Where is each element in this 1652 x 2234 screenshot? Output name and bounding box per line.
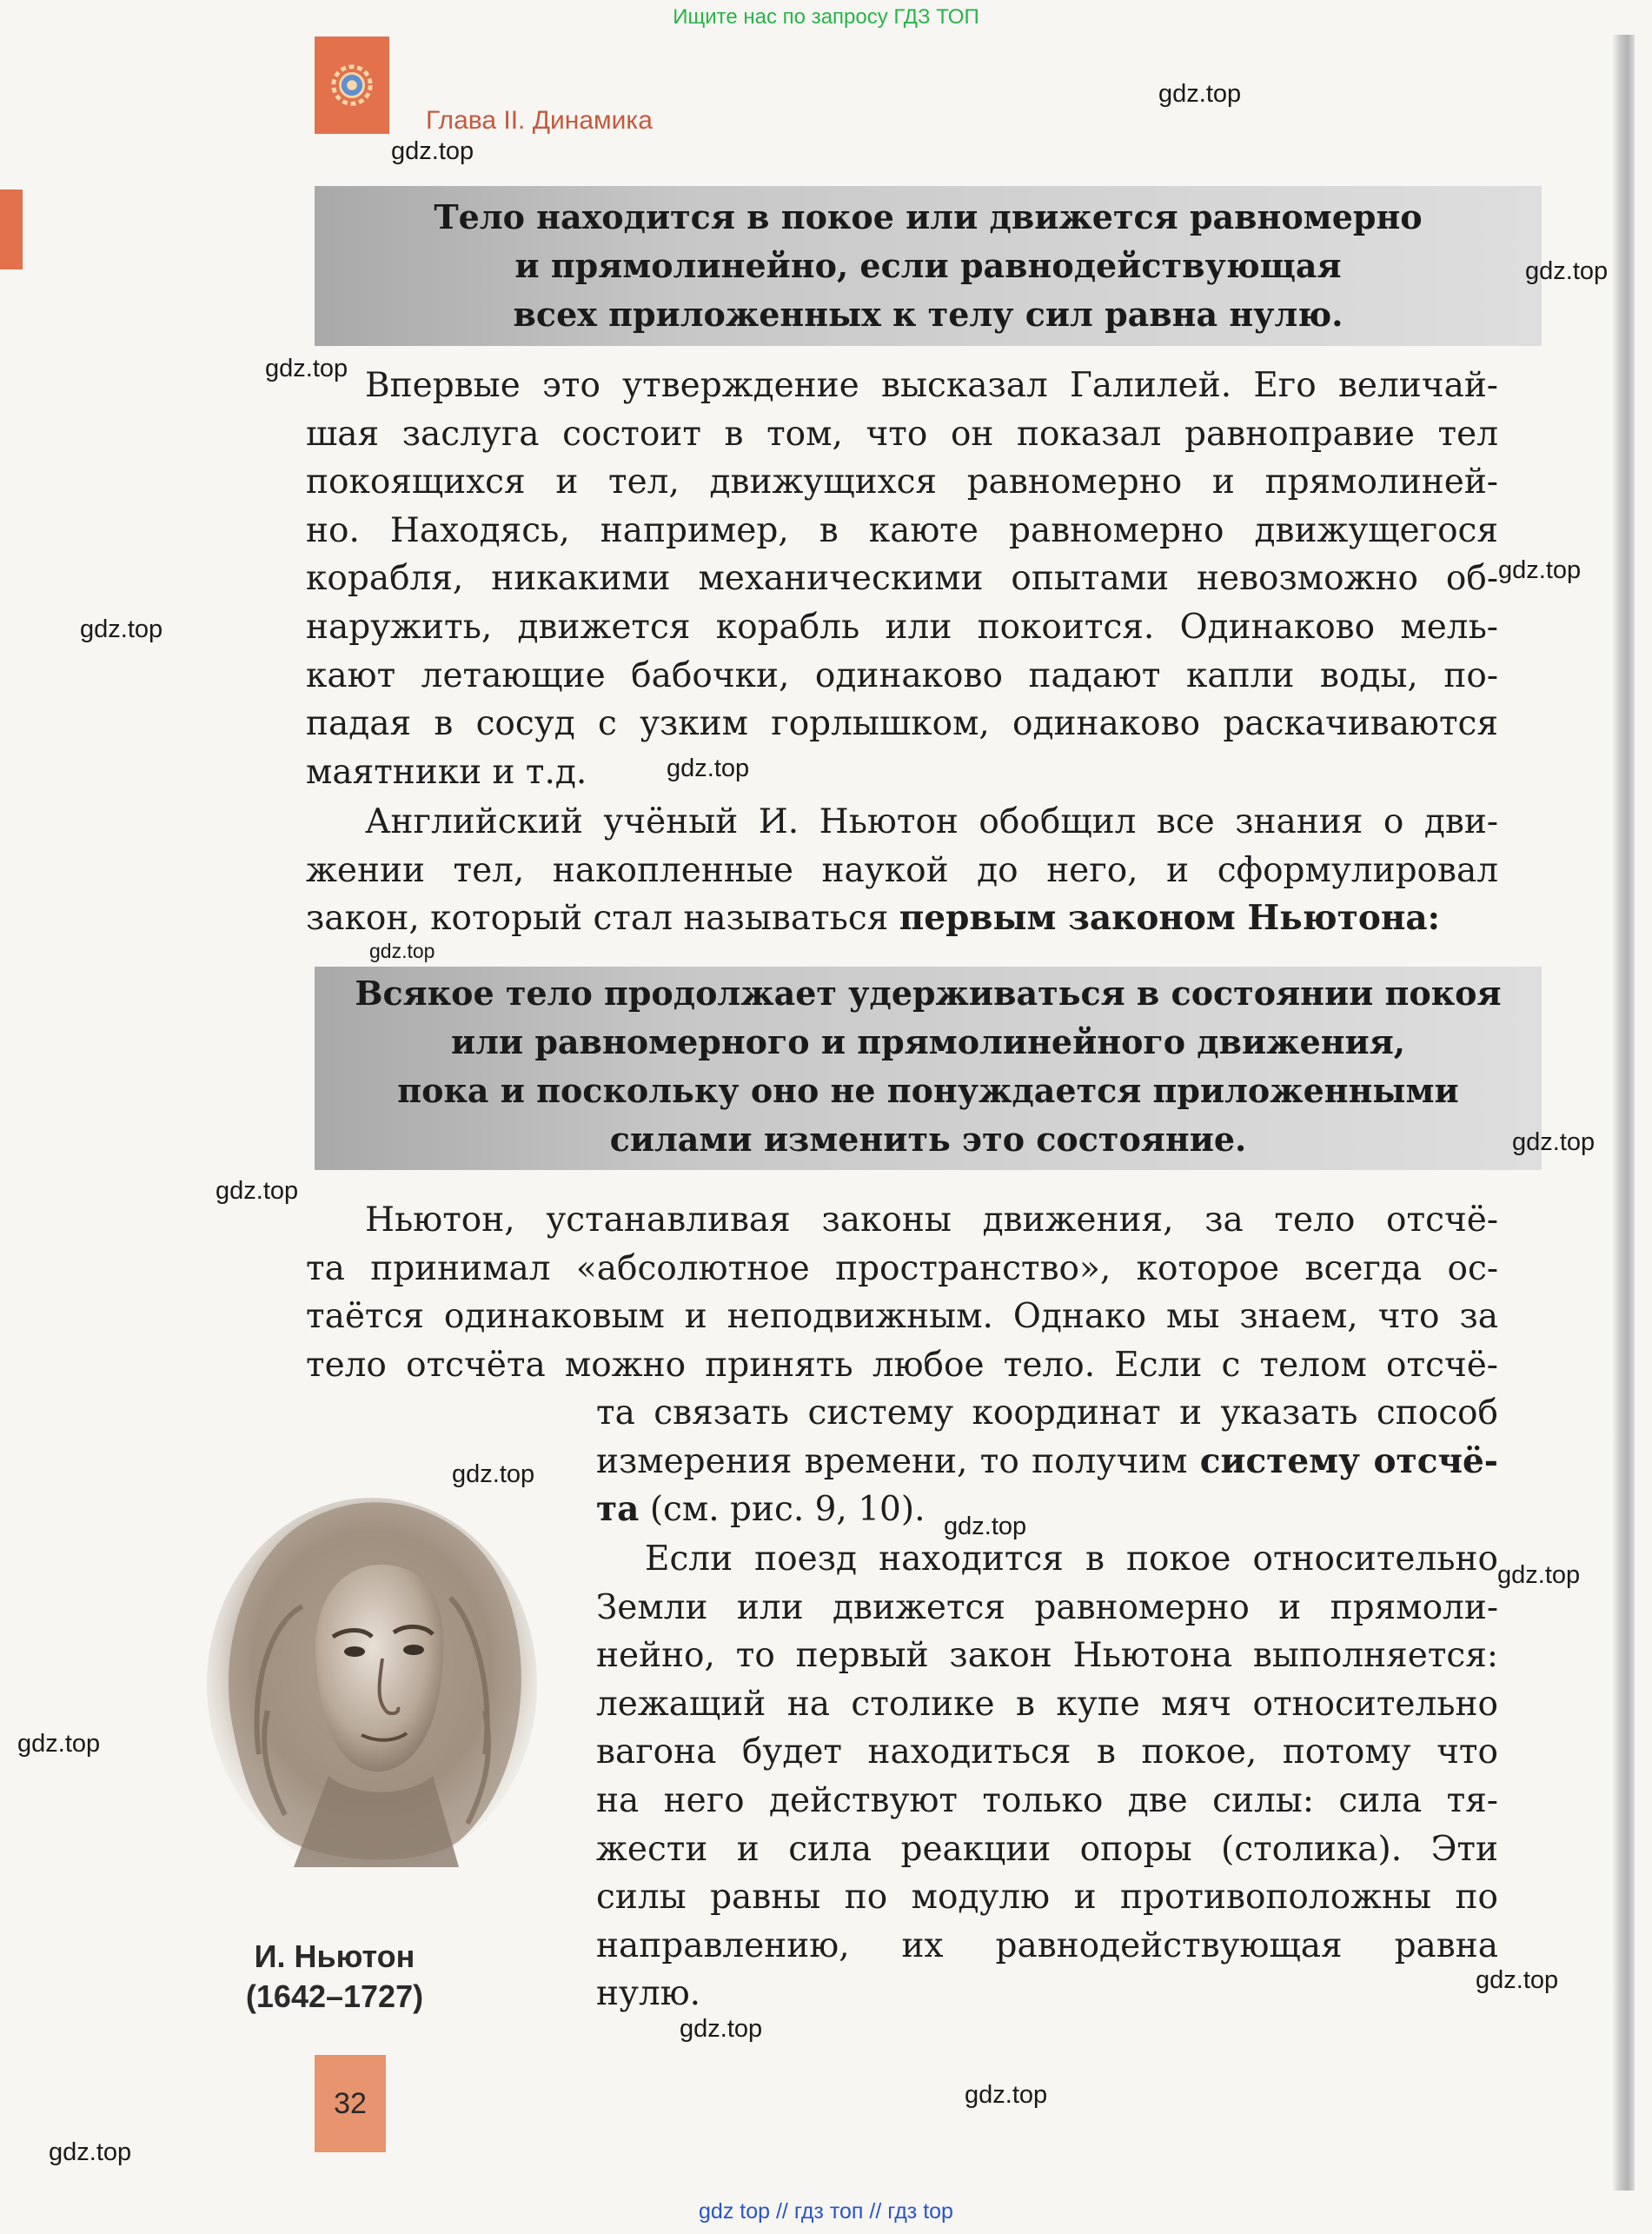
watermark: gdz.top: [391, 137, 474, 165]
watermark: gdz.top: [1498, 556, 1582, 584]
portrait-years: (1642–1727): [245, 1978, 424, 2014]
text-line: покоящихся и тел, движущихся равномерно и прямолиней-: [306, 462, 1498, 502]
portrait-name: И. Ньютон: [254, 1938, 415, 1974]
watermark: gdz.top: [49, 2138, 132, 2166]
watermark: gdz.top: [80, 615, 163, 643]
text-line: наружить, движется корабль или покоится. Одинаково мель-: [306, 607, 1498, 647]
paragraph-train-example: [596, 1535, 1498, 2018]
text-line: Ньютон, устанавливая законы движения, за тело отсчё-: [365, 1200, 1498, 1240]
text-line: нейно, то первый закон Ньютона выполняется:: [596, 1636, 1498, 1676]
promo-banner[interactable]: Ищите нас по запросу ГДЗ ТОП: [673, 5, 979, 29]
watermark: gdz.top: [1525, 257, 1609, 285]
law-line: силами изменить это состояние.: [609, 1120, 1247, 1159]
law-line: пока и поскольку оно не понуждается приложенными: [397, 1071, 1459, 1110]
text-line: [596, 1438, 1498, 1486]
gear-icon: [327, 60, 377, 110]
text-line: но. Находясь, например, в каюте равномерно движущегося: [306, 510, 1498, 550]
text-fragment: (см. рис. 9, 10).: [639, 1490, 926, 1530]
paragraph-newton-intro: [306, 798, 1498, 943]
law-line: Всякое тело продолжает удерживаться в состоянии покоя: [355, 974, 1502, 1013]
watermark: gdz.top: [216, 1177, 299, 1205]
definition-box: [315, 186, 1542, 346]
text-fragment: измерения времени, то получим: [596, 1441, 1200, 1481]
text-line: та принимал «абсолютное пространство», которое всегда ос-: [306, 1248, 1498, 1288]
text-line: направлению, их равнодействующая равна: [596, 1925, 1498, 1965]
chapter-title: Глава II. Динамика: [426, 106, 653, 135]
text-line: падая в сосуд с узким горлышком, одинаково раскачиваются: [306, 704, 1498, 744]
text-line: таётся одинаковым и неподвижным. Однако мы знаем, что за: [306, 1297, 1498, 1337]
page-number-tab: [315, 2055, 386, 2152]
watermark: gdz.top: [944, 1513, 1027, 1540]
watermark: gdz.top: [965, 2081, 1048, 2109]
text-line: [306, 894, 1498, 943]
text-line: тело отсчёта можно принять любое тело. Если с телом отсчё-: [306, 1345, 1498, 1385]
watermark: gdz.top: [452, 1460, 535, 1488]
portrait-caption: [130, 1937, 539, 2017]
watermark: gdz.top: [667, 755, 750, 782]
newton-portrait: [198, 1467, 546, 1867]
text-line: шая заслуга состоит в том, что он показал равноправие тел: [306, 414, 1498, 454]
text-line: та связать систему координат и указать способ: [596, 1393, 1498, 1433]
watermark: gdz.top: [17, 1730, 101, 1758]
text-line: Впервые это утверждение высказал Галилей. Его величай-: [365, 366, 1498, 405]
watermark: gdz.top: [1497, 1561, 1581, 1589]
text-line: вагона будет находиться в покое, потому что: [596, 1732, 1498, 1772]
text-line: нулю.: [596, 1974, 701, 2014]
watermark: gdz.top: [1512, 1128, 1596, 1156]
page-number: 32: [334, 2086, 367, 2120]
text-line: [596, 1486, 1498, 1534]
left-margin-marker: [0, 189, 23, 269]
paragraph-reference-frame-cont: [596, 1389, 1498, 1534]
term-reference-system: систему отсчё-: [1199, 1440, 1498, 1481]
text-line: Если поезд находится в покое относительно: [645, 1539, 1498, 1579]
text-line: корабля, никакими механическими опытами невозможно об-: [306, 559, 1498, 599]
paragraph-galileo: [306, 362, 1498, 796]
law-box: [315, 967, 1542, 1170]
watermark: gdz.top: [1158, 80, 1242, 108]
chapter-tab: [315, 37, 389, 134]
text-line: на него действуют только две силы: сила тя-: [596, 1780, 1498, 1820]
text-fragment: закон, который стал называться: [306, 899, 899, 939]
text-line: Английский учёный И. Ньютон обобщил все знания о дви-: [365, 802, 1498, 841]
page-edge-shadow: [1612, 35, 1635, 2191]
text-line: маятники и т.д.: [306, 752, 587, 792]
watermark: gdz.top: [369, 940, 435, 962]
watermark: gdz.top: [680, 2015, 763, 2043]
definition-line: Тело находится в покое или движется равномерно: [434, 197, 1423, 236]
text-line: лежащий на столике в купе мяч относительно: [596, 1684, 1498, 1724]
watermark: gdz.top: [265, 355, 348, 382]
footer-links[interactable]: gdz top // гдз топ // гдз top: [699, 2199, 953, 2224]
text-line: жести и сила реакции опоры (столика). Эти: [596, 1829, 1498, 1869]
text-line: кают летающие бабочки, одинаково падают капли воды, по-: [306, 655, 1498, 695]
text-line: жении тел, накопленные наукой до него, и сформулировал: [306, 850, 1498, 890]
term-reference-system-end: та: [596, 1489, 640, 1530]
text-line: Земли или движется равномерно и прямоли-: [596, 1587, 1498, 1627]
law-line: или равномерного и прямолинейного движения,: [450, 1022, 1406, 1061]
paragraph-reference-frame: [306, 1196, 1498, 1389]
term-first-law: первым законом Ньютона:: [899, 898, 1441, 939]
definition-line: всех приложенных к телу сил равна нулю.: [513, 295, 1343, 334]
definition-line: и прямолинейно, если равнодействующая: [514, 246, 1342, 285]
text-line: силы равны по модулю и противоположны по: [596, 1878, 1498, 1918]
watermark: gdz.top: [1476, 1966, 1559, 1994]
